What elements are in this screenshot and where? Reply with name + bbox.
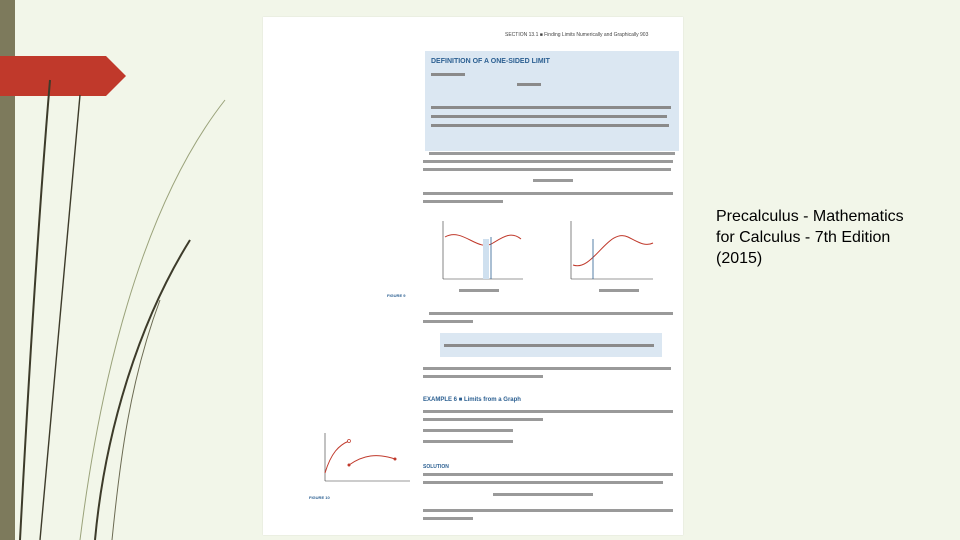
slide-caption [716,206,946,269]
body-text-paragraph-3 [423,367,679,383]
definition-title: DEFINITION OF A ONE-SIDED LIMIT [431,58,550,65]
figure-10-label: FIGURE 10 [309,495,330,500]
solution-text-block [423,473,679,533]
definition-box [425,51,679,151]
caption-line-1: Precalculus - Mathematics [716,208,904,225]
caption-line-3: (2015) [716,250,763,267]
figure-9-label: FIGURE 9 [387,293,406,298]
body-text-paragraph-2 [423,312,679,332]
solution-label: SOLUTION [423,464,449,470]
textbook-page-scan [263,17,683,535]
decorative-curves [0,0,230,540]
equivalence-box [440,333,662,357]
equivalence-formula [444,342,658,350]
example-title: EXAMPLE 6 ■ Limits from a Graph [423,397,521,403]
figure-9-graphs [423,217,673,301]
page-header: SECTION 13.1 ■ Finding Limits Numerically and Graphically 903 [505,32,649,38]
definition-text-block [431,71,675,147]
figure-10-graph [315,429,415,491]
caption-line-2: for Calculus - 7th Edition [716,229,891,246]
body-text-paragraph-1 [423,152,679,212]
example-text-block [423,410,679,460]
